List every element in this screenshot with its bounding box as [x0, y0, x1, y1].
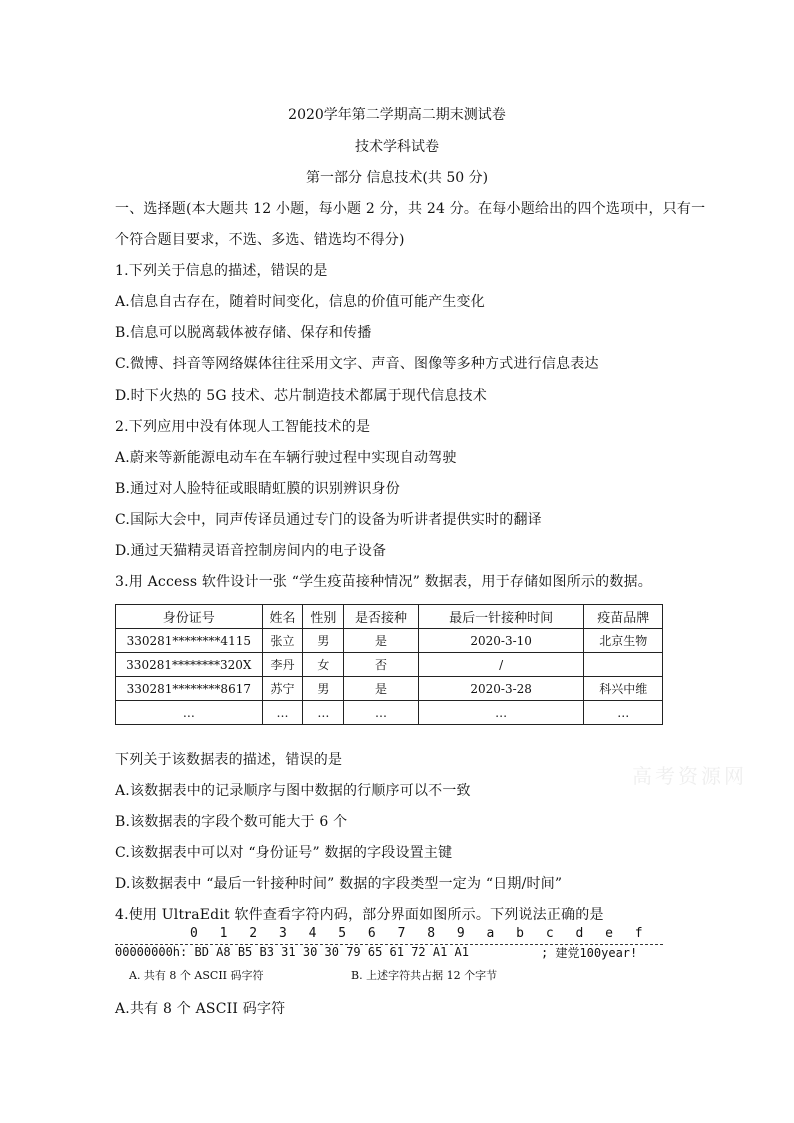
q2-option-c: C.国际大会中，同声传译员通过专门的设备为听讲者提供实时的翻译	[115, 512, 542, 528]
table-cell: 2020-3-28	[418, 677, 584, 701]
q2-option-d: D.通过天猫精灵语音控制房间内的电子设备	[115, 543, 387, 559]
hex-column-header: 0 1 2 3 4 5 6 7 8 9 a b c d e f	[190, 926, 650, 941]
q1-option-b: B.信息可以脱离载体被存储、保存和传播	[115, 325, 372, 341]
hex-figure-option-a: A. 共有 8 个 ASCII 码字符	[129, 969, 264, 982]
table-row	[116, 629, 663, 653]
vaccination-table-figure	[115, 604, 663, 730]
table-cell: 男	[303, 677, 344, 701]
q2-option-b: B.通过对人脸特征或眼睛虹膜的识别辨识身份	[115, 481, 400, 497]
table-cell: 2020-3-10	[418, 629, 584, 653]
table-cell: …	[116, 701, 263, 725]
table-cell: 330281********8617	[116, 677, 263, 701]
table-cell: 女	[303, 653, 344, 677]
q1-option-c: C.微博、抖音等网络媒体往往采用文字、声音、图像等多种方式进行信息表达	[115, 356, 599, 372]
table-cell: 男	[303, 629, 344, 653]
hex-data-row: 00000000h: BD A8 B5 B3 31 30 30 79 65 61 72 A1 A1	[115, 945, 470, 959]
q1-option-a: A.信息自古存在，随着时间变化，信息的价值可能产生变化	[115, 294, 485, 310]
part-heading: 第一部分 信息技术(共 50 分)	[305, 170, 489, 186]
exam-subtitle: 技术学科试卷	[355, 139, 439, 155]
table-header-cell: 是否接种	[344, 605, 419, 629]
q3-option-d: D.该数据表中 “最后一针接种时间” 数据的字段类型一定为 “日期/时间”	[115, 876, 563, 892]
table-cell: 苏宁	[262, 677, 303, 701]
table-cell: 330281********4115	[116, 629, 263, 653]
q3-option-a: A.该数据表中的记录顺序与图中数据的行顺序可以不一致	[115, 783, 471, 799]
exam-title: 2020学年第二学期高二期末测试卷	[288, 107, 506, 123]
q1-option-d: D.时下火热的 5G 技术、芯片制造技术都属于现代信息技术	[115, 388, 487, 404]
q3-follow: 下列关于该数据表的描述，错误的是	[115, 752, 343, 768]
q3-option-c: C.该数据表中可以对 “身份证号” 数据的字段设置主键	[115, 845, 453, 861]
q2-option-a: A.蔚来等新能源电动车在车辆行驶过程中实现自动驾驶	[115, 450, 457, 466]
table-cell: 是	[344, 629, 419, 653]
table-header-row	[116, 605, 663, 629]
table-header-cell: 身份证号	[116, 605, 263, 629]
table-cell: 否	[344, 653, 419, 677]
table-cell: 330281********320X	[116, 653, 263, 677]
q1-stem: 1.下列关于信息的描述，错误的是	[115, 263, 328, 279]
q3-option-b: B.该数据表的字段个数可能大于 6 个	[115, 814, 348, 830]
table-header-cell: 姓名	[262, 605, 303, 629]
table-cell: 李丹	[262, 653, 303, 677]
q2-stem: 2.下列应用中没有体现人工智能技术的是	[115, 419, 371, 435]
hex-figure-option-b: B. 上述字符共占据 12 个字节	[351, 969, 498, 982]
watermark: 高考资源网	[632, 764, 747, 788]
ultraedit-hex-figure	[115, 926, 663, 988]
q3-stem: 3.用 Access 软件设计一张 “学生疫苗接种情况” 数据表，用于存储如图所示的数据。	[115, 574, 652, 590]
table-row	[116, 653, 663, 677]
table-header-cell: 最后一针接种时间	[418, 605, 584, 629]
table-cell: 是	[344, 677, 419, 701]
table-cell: …	[418, 701, 584, 725]
table-cell: /	[418, 653, 584, 677]
table-cell: …	[584, 701, 663, 725]
table-cell	[584, 653, 663, 677]
table-header-cell: 性别	[303, 605, 344, 629]
q4-option-a: A.共有 8 个 ASCII 码字符	[115, 1001, 286, 1017]
table-cell: 张立	[262, 629, 303, 653]
table-cell: …	[303, 701, 344, 725]
table-cell: …	[344, 701, 419, 725]
table-row	[116, 677, 663, 701]
table-cell: 北京生物	[584, 629, 663, 653]
table-row	[116, 701, 663, 725]
section-intro-line1: 一、选择题(本大题共 12 小题，每小题 2 分，共 24 分。在每小题给出的四个选项中，只有一	[115, 201, 706, 217]
section-intro-line2: 个符合题目要求，不选、多选、错选均不得分)	[115, 232, 405, 248]
vaccination-table	[115, 604, 663, 725]
q4-stem: 4.使用 UltraEdit 软件查看字符内码，部分界面如图所示。下列说法正确的是	[115, 907, 604, 923]
table-cell: …	[262, 701, 303, 725]
table-header-cell: 疫苗品牌	[584, 605, 663, 629]
table-cell: 科兴中维	[584, 677, 663, 701]
hex-ascii-preview: ; 建党100year!	[541, 946, 638, 960]
